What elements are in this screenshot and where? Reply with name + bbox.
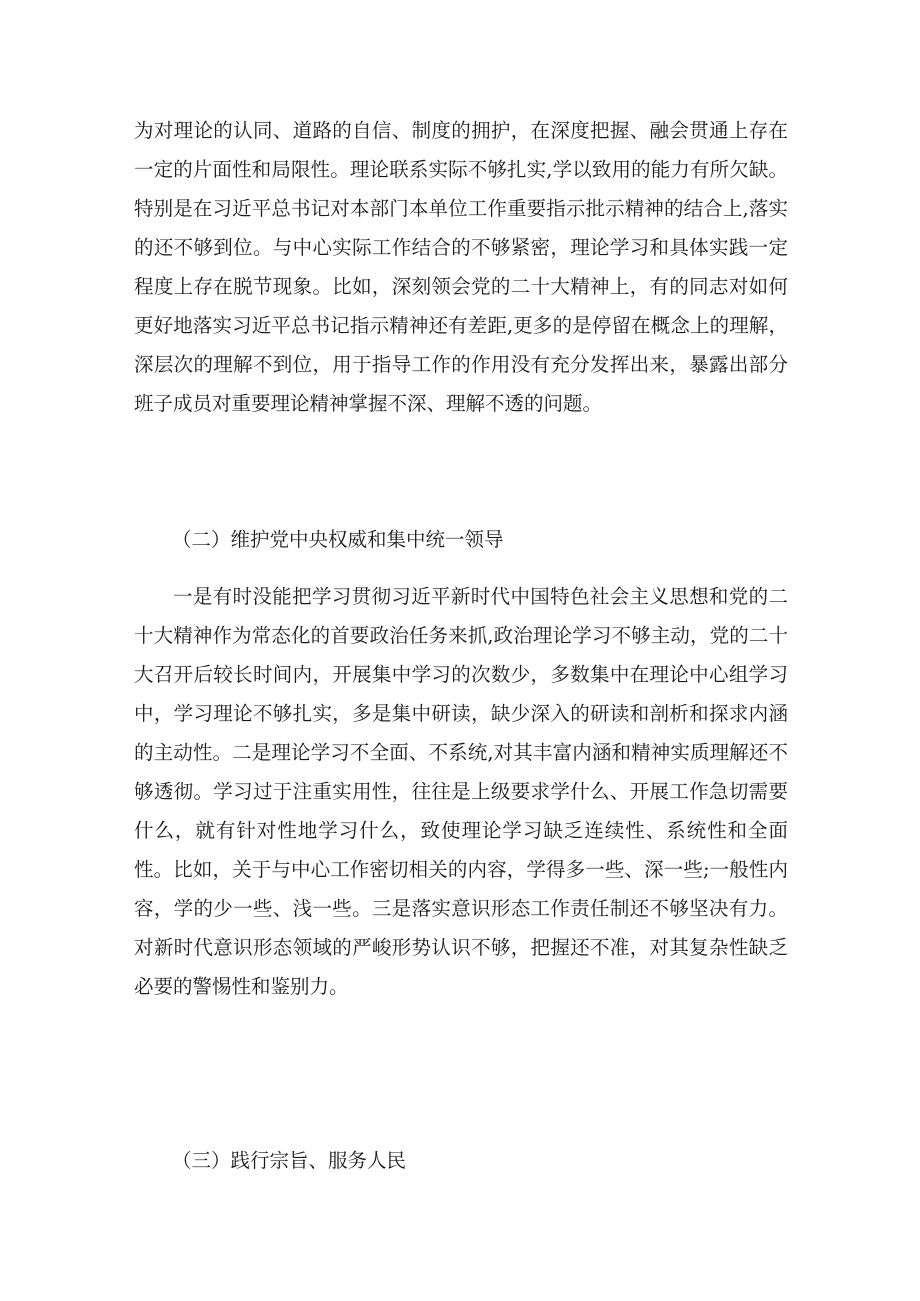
body-paragraph-1: 为对理论的认同、道路的自信、制度的拥护，在深度把握、融会贯通上存在一定的片面性和局限性。理论联系实际不够扎实,学以致用的能力有所欠缺。特别是在习近平总书记对本部门本单位工作重要指示批示精神的结合上,落实的还不够到位。与中心实际工作结合的不够紧密，理论学习和具体实践一定程度上存在脱节现象。比如，深刻领会党的二十大精神上，有的同志对如何更好地落实习近平总书记指示精神还有差距,更多的是停留在概念上的理解，深层次的理解不到位，用于指导工作的作用没有充分发挥出来，暴露出部分班子成员对重要理论精神掌握不深、理解不透的问题。 (134, 119, 788, 415)
section-heading-2: （二）维护党中央权威和集中统一领导 (172, 528, 504, 551)
section-heading-3: （三）践行宗旨、服务人民 (172, 1149, 407, 1172)
body-paragraph-2: 一是有时没能把学习贯彻习近平新时代中国特色社会主义思想和党的二十大精神作为常态化的首要政治任务来抓,政治理论学习不够主动，党的二十大召开后较长时间内，开展集中学习的次数少，多数集中在理论中心组学习中，学习理论不够扎实，多是集中研读，缺少深入的研读和剖析和探求内涵的主动性。二是理论学习不全面、不系统,对其丰富内涵和精神实质理解还不够透彻。学习过于注重实用性，往往是上级要求学什么、开展工作急切需要什么，就有针对性地学习什么，致使理论学习缺乏连续性、系统性和全面性。比如，关于与中心工作密切相关的内容，学得多一些、深一些;一般性内容，学的少一些、浅一些。三是落实意识形态工作责任制还不够坚决有力。对新时代意识形态领域的严峻形势认识不够，把握还不准，对其复杂性缺乏必要的警惕性和鉴别力。 (134, 585, 788, 998)
